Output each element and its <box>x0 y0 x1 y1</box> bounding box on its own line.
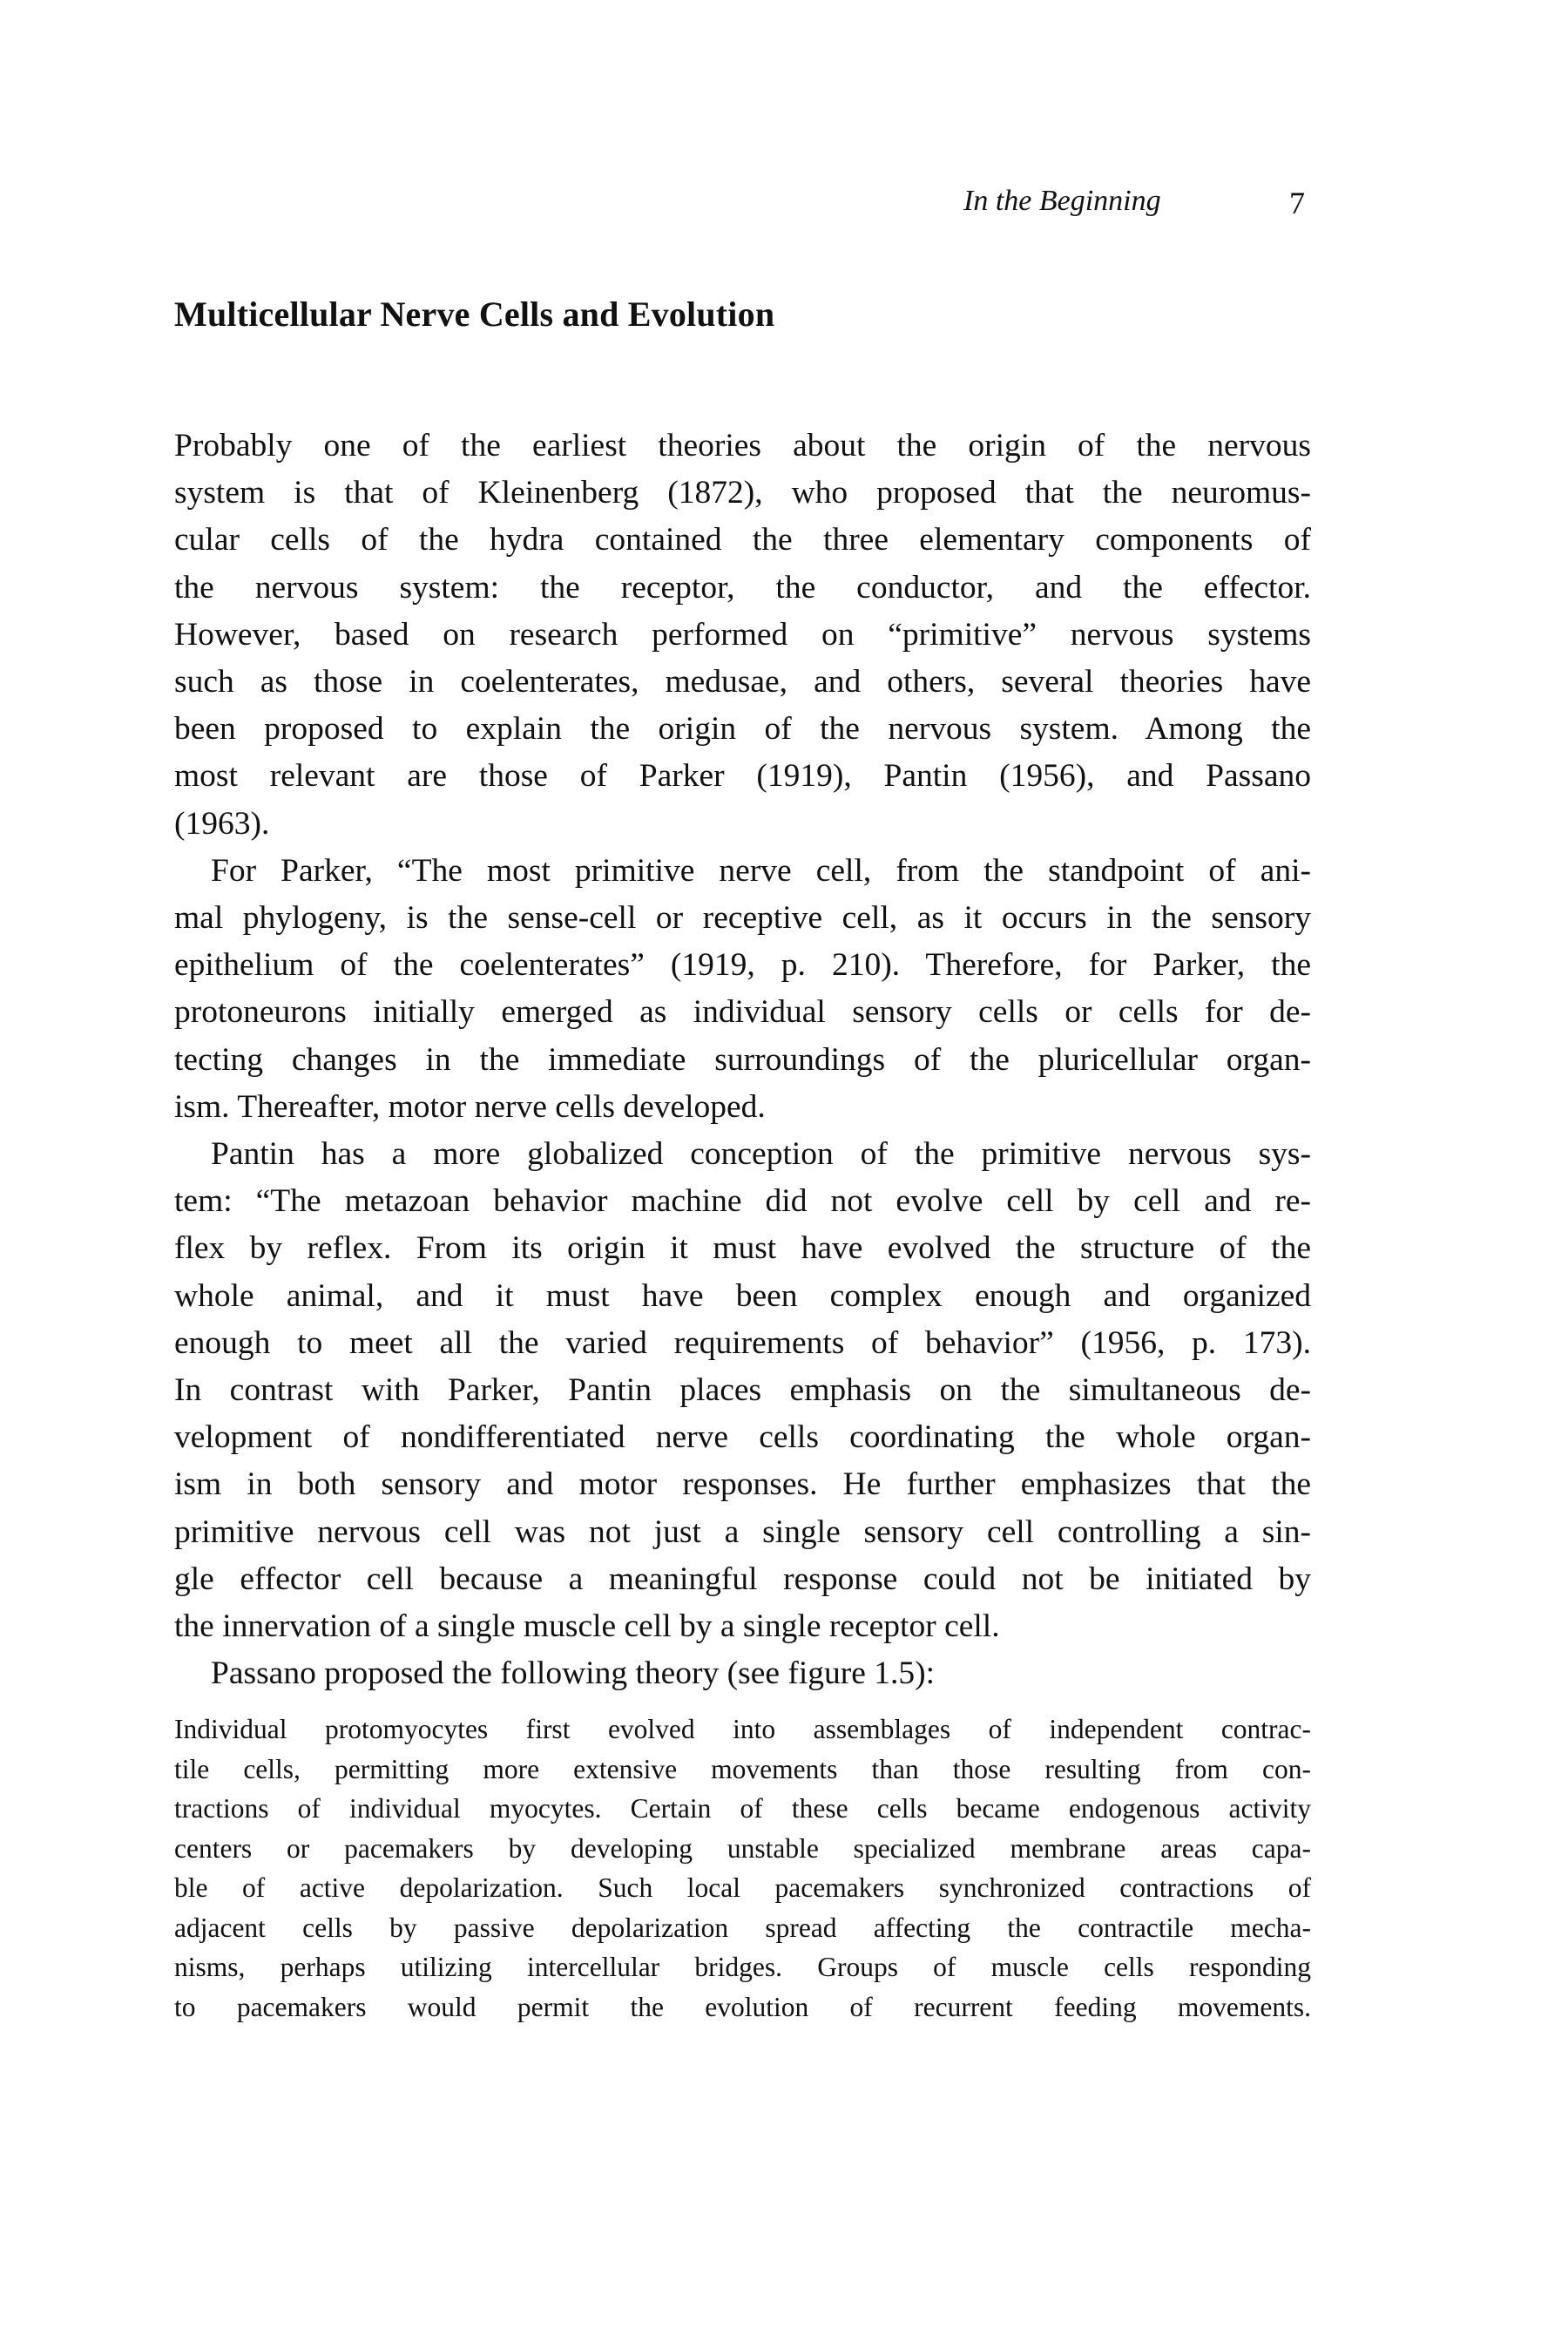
body-line: whole animal, and it must have been complex enough and organized <box>174 1277 1311 1314</box>
body-line: Pantin has a more globalized conception of the primitive nervous sys- <box>211 1136 1311 1172</box>
body-line: (1963). <box>174 805 270 842</box>
body-line: system is that of Kleinenberg (1872), who proposed that the neuromus- <box>174 475 1311 511</box>
body-line: most relevant are those of Parker (1919), Pantin (1956), and Passano <box>174 758 1311 795</box>
page-number: 7 <box>1289 186 1305 220</box>
body-line: For Parker, “The most primitive nerve cell, from the standpoint of ani- <box>211 852 1311 889</box>
body-line: tecting changes in the immediate surroundings of the pluricellular organ- <box>174 1041 1311 1078</box>
block-quote-line: Individual protomyocytes first evolved into assemblages of independent contrac- <box>174 1714 1311 1744</box>
body-line: the innervation of a single muscle cell by a single receptor cell. <box>174 1608 1000 1644</box>
running-head: In the Beginning <box>963 185 1161 217</box>
body-line: However, based on research performed on “primitive” nervous systems <box>174 616 1311 653</box>
body-line: been proposed to explain the origin of the nervous system. Among the <box>174 711 1311 748</box>
body-line: Probably one of the earliest theories about the origin of the nervous <box>174 428 1311 464</box>
block-quote-line: centers or pacemakers by developing unstable specialized membrane areas capa- <box>174 1832 1311 1864</box>
body-line: epithelium of the coelenterates” (1919, p. 210). Therefore, for Parker, the <box>174 947 1311 984</box>
body-line: flex by reflex. From its origin it must have evolved the structure of the <box>174 1230 1311 1267</box>
body-line: primitive nervous cell was not just a single sensory cell controlling a sin- <box>174 1513 1311 1550</box>
body-line: such as those in coelenterates, medusae, and others, several theories have <box>174 664 1311 700</box>
body-line: ism. Thereafter, motor nerve cells developed. <box>174 1088 766 1125</box>
body-line: protoneurons initially emerged as individual sensory cells or cells for de- <box>174 994 1311 1031</box>
block-quote-line: tile cells, permitting more extensive movements than those resulting from con- <box>174 1753 1311 1784</box>
body-line: tem: “The metazoan behavior machine did not evolve cell by cell and re- <box>174 1183 1311 1220</box>
body-line: enough to meet all the varied requirements of behavior” (1956, p. 173). <box>174 1324 1311 1361</box>
body-line: ism in both sensory and motor responses. He further emphasizes that the <box>174 1466 1311 1503</box>
block-quote-line: tractions of individual myocytes. Certain of these cells became endogenous activity <box>174 1793 1311 1824</box>
section-heading: Multicellular Nerve Cells and Evolution <box>174 294 775 334</box>
body-line: cular cells of the hydra contained the three elementary components of <box>174 522 1311 558</box>
body-line: the nervous system: the receptor, the conductor, and the effector. <box>174 569 1311 606</box>
block-quote-line: adjacent cells by passive depolarization spread affecting the contractile mecha- <box>174 1912 1311 1943</box>
body-line: Passano proposed the following theory (see figure 1.5): <box>211 1655 936 1692</box>
body-line: mal phylogeny, is the sense-cell or receptive cell, as it occurs in the sensory <box>174 900 1311 936</box>
body-line: In contrast with Parker, Pantin places emphasis on the simultaneous de- <box>174 1372 1311 1408</box>
block-quote-line: ble of active depolarization. Such local pacemakers synchronized contractions of <box>174 1872 1311 1903</box>
body-line: velopment of nondifferentiated nerve cells coordinating the whole organ- <box>174 1419 1311 1456</box>
block-quote-line: nisms, perhaps utilizing intercellular bridges. Groups of muscle cells responding <box>174 1952 1311 1982</box>
block-quote-line: to pacemakers would permit the evolution of recurrent feeding movements. <box>174 1991 1311 2022</box>
body-line: gle effector cell because a meaningful response could not be initiated by <box>174 1560 1311 1597</box>
